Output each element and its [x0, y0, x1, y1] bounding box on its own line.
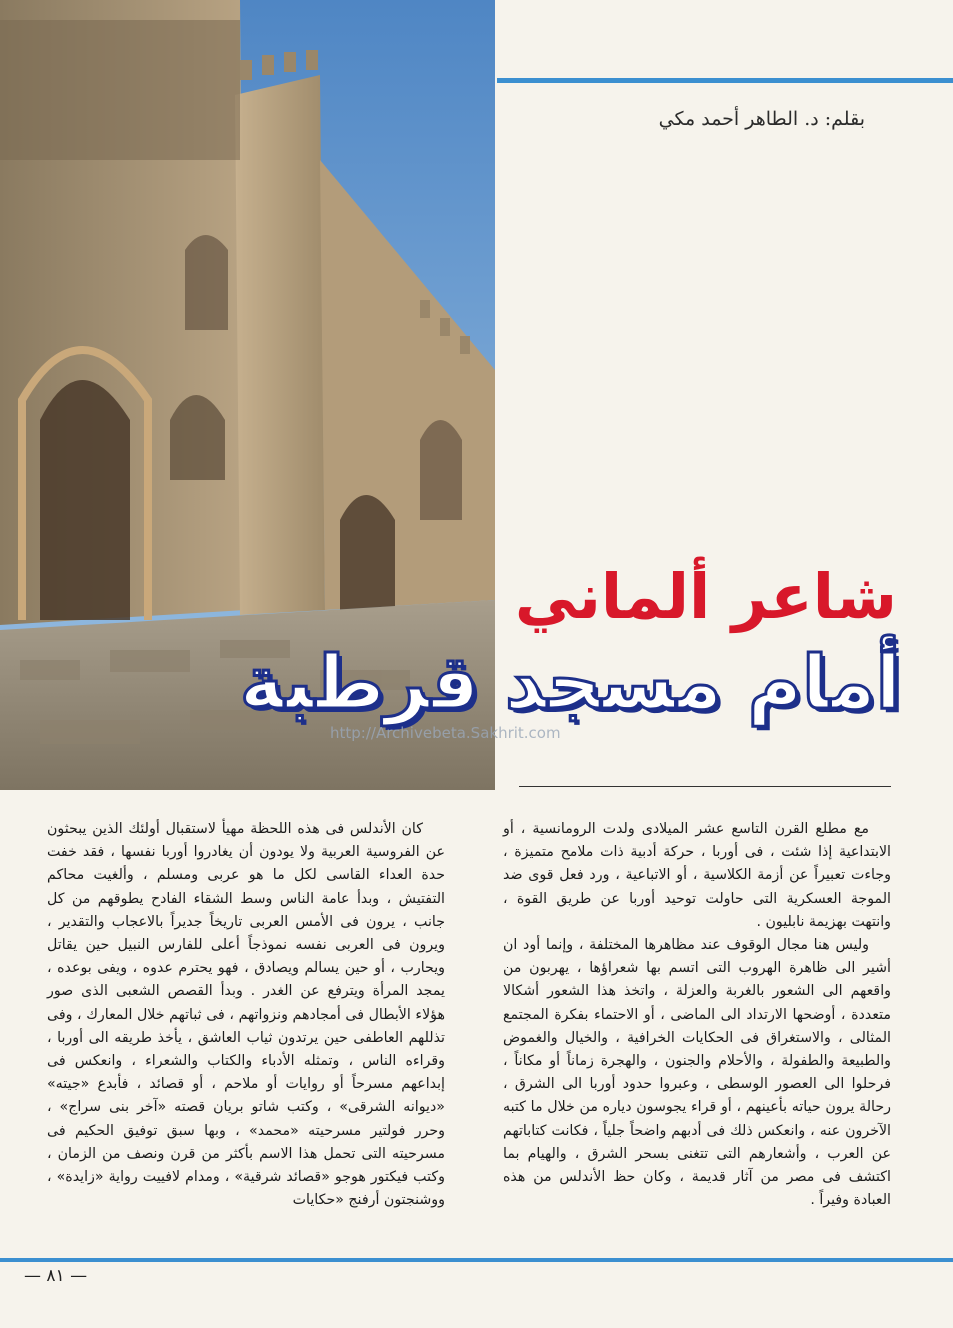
page-number: — ٨١ — [24, 1266, 88, 1286]
title-line-1: شاعر ألماني [514, 560, 897, 633]
title-underline [519, 786, 891, 787]
article-column-left [47, 818, 445, 1212]
title-line-2: أمام مسجد قرطبة [239, 640, 901, 726]
watermark-url: http://Archivebeta.Sakhrit.com [330, 724, 561, 742]
paragraph: مع مطلع القرن التاسع عشر الميلادى ولدت الرومانسية ، أو الابتداعية إذا شئت ، فى أوربا ، حركة أدبية ذات ملامح متميزة ، وجاءت تعبيراً عن أزمة الكلاسية ، أو الاتباعية ، ورد فعل قوى ضد الموجة العسكرية التى حاولت توحيد أوربا عن طريق القوة ، وانتهت بهزيمة نابليون . [503, 821, 891, 930]
paragraph: كان الأندلس فى هذه اللحظة مهيأ لاستقبال أولئك الذين يبحثون عن الفروسية العربية ولا يودون أن يغادروا أوربا نفسها ، فقد خفت حدة العداء القاسى لكل ما هو عربى ومسلم ، وألغيت محاكم التفتيش ، وبدأ عامة الناس وسط الشقاء الفادح يطوقهم من كل جانب ، يرون فى الأمس العربى تاريخاً جديراً بالاعجاب والتقدير ، ويرون فى العربى نفسه نموذجاً أعلى للفارس النبيل حين يقاتل ويحارب ، أو حين يسالم ويصادق ، فهو يحترم عدوه ، ويفى بوعده ، يمجد المرأة ويترفع عن الغدر . وبدأ القصص الشعبى الذى صور هؤلاء الأبطال فى أمجادهم ونزواتهم ، فى ثباتهم خلال المعارك ، وفى تذللهم العاطفى حين يرتدون ثياب العاشق ، يأخذ طريقه الى أوربا ، وقراءه الناس ، وتمثله الأدباء والكتاب والشعراء ، وانعكس فى إبداعهم مسرحاً أو روايات أو ملاحم ، أو قصائد ، فأبدع «جيته» «ديوانه الشرقى» ، وكتب شاتو بريان قصته «آخر بنى سراج» ، وحرر فولتير مسرحيته «محمد» ، وبها سبق توفيق الحكيم فى مسرحيته التى تحمل هذا الاسم بأكثر من قرن ونصف من الزمان ، وكتب فيكتور هوجو «قصائد شرقية» ، ومدام لافييت رواية «زايدة» ، ووشنجتون أرفنج «حكايات [47, 821, 445, 1209]
byline: بقلم: د. الطاهر أحمد مكي [658, 108, 865, 130]
header-rule [497, 78, 953, 83]
footer-rule [0, 1258, 953, 1262]
article-column-right [503, 818, 891, 1212]
paragraph: وليس هنا مجال الوقوف عند مظاهرها المختلفة ، وإنما أود ان أشير الى ظاهرة الهروب التى اتسم بها شعراؤها ، يهربون من واقعهم الى الشعور بالغربة والعزلة ، واتخذ هذا الشعور أشكالا متعددة ، أوضحها الارتداد الى الماضى ، أو الاحتماء بفكرة المجتمع المثالى ، والاستغراق فى الحكايات الخرافية ، والخيال والغموض والطبيعة والطفولة ، والأحلام والجنون ، والهجرة زماناً أو مكاناً ، فرحلوا الى العصور الوسطى ، وعبروا حدود أوربا الى الشرق ، رحالة يرون حياته بأعينهم ، أو قراء يجوسون دياره من خلال ما كتبه الآخرون عنه ، وانعكس ذلك فى أدبهم واضحاً جلياً ، فكانت كتاباتهم عن العرب ، وأشعارهم التى تتغنى بسحر الشرق ، والهيام بما اكتشف فى مصر من آثار قديمة ، وكان حظ الأندلس من هذه العبادة وفيراً . [503, 937, 891, 1209]
